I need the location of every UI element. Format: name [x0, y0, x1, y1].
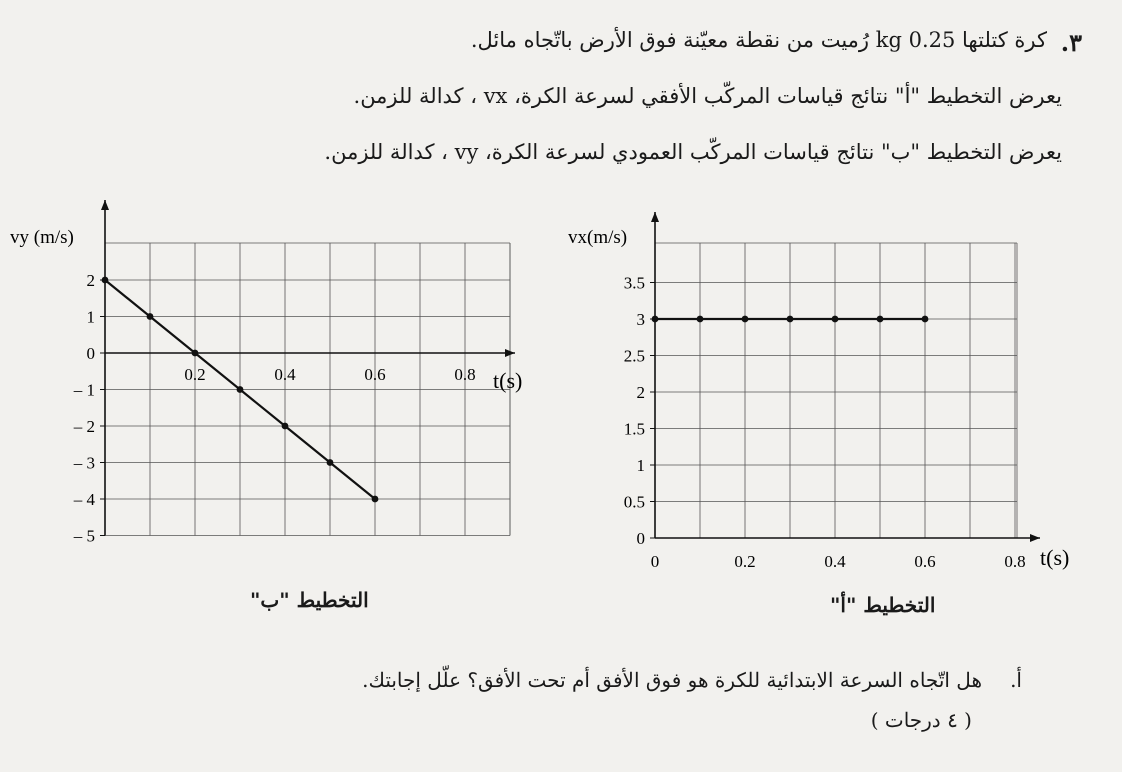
y-axis-label: vx(m/s) — [568, 227, 628, 248]
subquestion-text: هل اتّجاه السرعة الابتدائية للكرة هو فوق الأفق أم تحت الأفق؟ علّل إجابتك. — [362, 668, 982, 692]
y-tick-label: 1 — [636, 456, 645, 475]
x-tick-label: 0.6 — [914, 552, 936, 571]
data-point — [327, 459, 334, 466]
data-point — [147, 313, 154, 320]
y-tick-label: – 5 — [73, 526, 95, 546]
x-tick-label: 0.4 — [274, 365, 296, 384]
y-tick-label: 0.5 — [623, 492, 645, 512]
subquestion-marks: ( ٤ درجات ) — [870, 708, 972, 732]
data-point — [372, 496, 379, 503]
y-tick-label: 0 — [636, 529, 645, 548]
x-tick-label: 0 — [650, 552, 660, 571]
data-point — [697, 316, 704, 323]
y-tick-label: 1.5 — [623, 419, 645, 439]
x-tick-label: 0.6 — [364, 365, 386, 384]
y-tick-label: – 3 — [73, 453, 95, 473]
x-tick-label: 0.4 — [824, 552, 846, 571]
x-axis-arrow — [1030, 534, 1040, 542]
y-tick-label: – 1 — [73, 380, 95, 400]
y-axis-label: vy (m/s) — [10, 227, 74, 248]
question-line-1: كرة كتلتها 0.25 kg رُميت من نقطة معيّنة فوق الأرض باتّجاه مائل. — [470, 28, 1047, 52]
data-point — [282, 423, 289, 430]
y-tick-label: 1 — [86, 307, 95, 327]
x-axis-label: t(s) — [493, 368, 523, 393]
y-tick-label: – 2 — [73, 417, 95, 436]
subquestion-letter: أ. — [1010, 668, 1022, 692]
y-tick-label: 2.5 — [623, 346, 645, 366]
data-point — [742, 316, 749, 323]
question-number: ٣. — [1060, 28, 1082, 57]
graph-b-title: التخطيط "ب" — [250, 588, 369, 612]
y-tick-label: 2 — [86, 271, 95, 290]
x-tick-label: 0.2 — [184, 365, 206, 384]
y-axis-arrow — [101, 200, 109, 210]
graph-a-title: التخطيط "أ" — [830, 593, 936, 617]
y-tick-label: 0 — [86, 344, 95, 363]
data-point — [922, 316, 929, 323]
question-line-2: يعرض التخطيط "أ" نتائج قياسات المركّب الأفقي لسرعة الكرة، vx ، كدالة للزمن. — [353, 84, 1062, 108]
y-tick-label: 3.5 — [623, 273, 645, 293]
y-axis-arrow — [651, 212, 659, 222]
data-point — [192, 350, 199, 357]
question-line-3: يعرض التخطيط "ب" نتائج قياسات المركّب العمودي لسرعة الكرة، vy ، كدالة للزمن. — [324, 140, 1062, 164]
data-point — [102, 277, 109, 284]
x-tick-label: 0.8 — [454, 365, 476, 384]
x-tick-label: 0.8 — [1004, 552, 1026, 571]
y-tick-label: – 4 — [73, 490, 95, 509]
data-point — [832, 316, 839, 323]
y-tick-label: 2 — [636, 383, 645, 402]
data-point — [787, 316, 794, 323]
x-tick-label: 0.2 — [734, 552, 756, 571]
y-tick-label: 3 — [636, 310, 645, 329]
data-point — [237, 386, 244, 393]
data-point — [877, 316, 884, 323]
x-axis-label: t(s) — [1040, 545, 1070, 570]
data-point — [652, 316, 659, 323]
